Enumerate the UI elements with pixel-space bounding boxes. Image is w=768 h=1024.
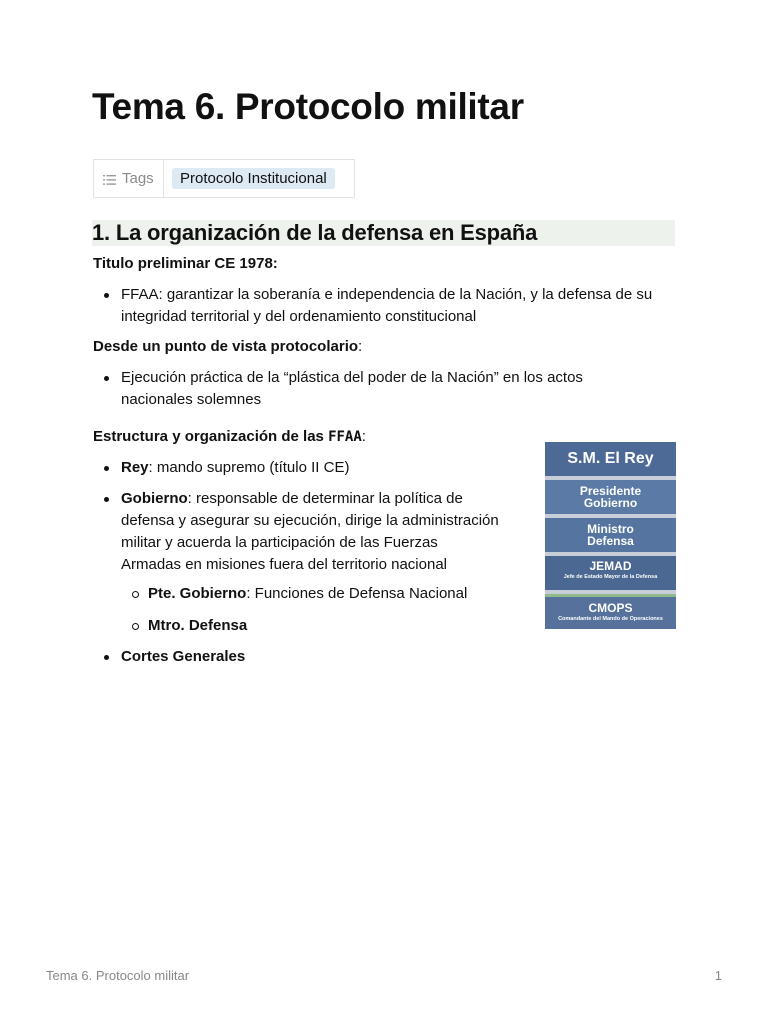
bullet-gobierno-line4: Armadas en misiones fuera del territorio nacional (121, 556, 447, 573)
tags-property-key[interactable] (94, 160, 164, 197)
org-box-ministro-line1: Ministro (587, 522, 634, 536)
sub-bullet-pte-text: : Funciones de Defensa Nacional (246, 585, 468, 602)
org-box-cmops-sub: Comandante del Mando de Operaciones (558, 616, 663, 622)
org-box-jemad-title: JEMAD (589, 559, 632, 573)
footer-document-title: Tema 6. Protocolo militar (46, 968, 190, 983)
bullet-ffaa (121, 284, 681, 328)
org-box-rey: S.M. El Rey (545, 442, 676, 476)
bullet-rey-text: : mando supremo (título II CE) (148, 459, 350, 476)
org-box-ministro (545, 518, 676, 552)
estructura-label: Estructura y organización de las (93, 428, 329, 445)
paragraph-titulo-preliminar: Titulo preliminar CE 1978: (93, 255, 278, 272)
tags-label: Tags (122, 170, 154, 187)
org-box-presidente-line1: Presidente (579, 484, 642, 498)
bullet-gobierno-line3: militar y acuerda la participación de las Fuerzas (121, 534, 438, 551)
org-box-presidente-line2: Gobierno (583, 496, 638, 510)
section-heading: 1. La organización de la defensa en España (92, 220, 675, 246)
estructura-ffaa-code: FFAA (328, 429, 362, 445)
org-box-presidente (545, 480, 676, 514)
sub-bullet-pte-bold: Pte. Gobierno (148, 585, 247, 602)
bullet-gobierno-bold: Gobierno (121, 490, 188, 507)
bullet-plastica (121, 367, 641, 411)
protocolario-colon: : (358, 338, 363, 355)
tag-protocolo-institucional[interactable]: Protocolo Institucional (172, 168, 335, 189)
bullet-ffaa-line1: FFAA: garantizar la soberanía e independencia de la Nación, y la defensa de su (121, 286, 653, 303)
bullet-cortes-generales (121, 646, 245, 668)
bullet-rey-bold: Rey (121, 459, 149, 476)
sub-bullet-mtro-defensa (148, 615, 247, 637)
bullet-cortes-bold: Cortes Generales (121, 648, 246, 665)
org-chart-image (545, 442, 676, 629)
bullet-rey (121, 457, 349, 479)
bullet-plastica-line2: nacionales solemnes (121, 391, 262, 408)
org-box-ministro-line2: Defensa (587, 534, 634, 548)
org-box-cmops-title: CMOPS (588, 601, 633, 615)
footer-page-number: 1 (714, 968, 722, 983)
org-box-cmops (545, 594, 676, 629)
bullet-gobierno-line1: : responsable de determinar la política de (187, 490, 463, 507)
protocolario-label: Desde un punto de vista protocolario (93, 338, 359, 355)
list-icon (103, 175, 116, 185)
paragraph-estructura (93, 426, 366, 448)
org-box-jemad (545, 556, 676, 590)
bullet-ffaa-line2: integridad territorial y del ordenamiento constitucional (121, 308, 477, 325)
estructura-colon: : (361, 428, 366, 445)
sub-bullet-mtro-bold: Mtro. Defensa (148, 617, 248, 634)
page-title: Tema 6. Protocolo militar (92, 86, 524, 127)
sub-bullet-pte-gobierno (148, 583, 467, 605)
org-box-jemad-sub: Jefe de Estado Mayor de la Defensa (563, 574, 658, 580)
bullet-plastica-line1: Ejecución práctica de la “plástica del poder de la Nación” en los actos (121, 369, 583, 386)
bullet-gobierno (121, 488, 531, 576)
bullet-gobierno-line2: defensa y asegurar su ejecución, dirige la administración (121, 512, 499, 529)
paragraph-protocolario (93, 336, 362, 358)
properties-row (93, 159, 355, 198)
